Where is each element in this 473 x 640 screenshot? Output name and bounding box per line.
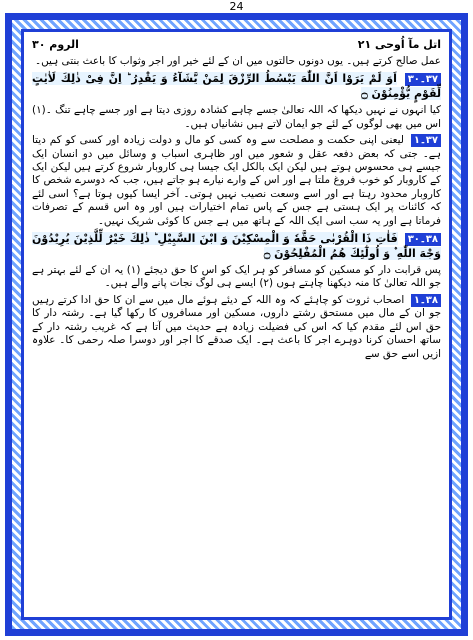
decorative-frame [5, 13, 468, 636]
page-header [32, 38, 441, 52]
ayah-verse [32, 231, 441, 261]
footnote-paragraph [32, 294, 441, 361]
commentary-paragraph [32, 55, 441, 68]
header-juz-label: اتل مآ اُوحی ۲۱ [357, 38, 441, 51]
header-surah-label: الروم ۳۰ [32, 38, 79, 51]
ayah-number-badge: ۳۸۔۳۰ [405, 233, 441, 246]
page-number: 24 [229, 0, 244, 13]
ayah-arabic-text: فَاٰتِ ذَا الْقُرْبٰى حَقَّهٗ وَ الْمِسْكِيْنَ وَ ابْنَ السَّبِيْلِ ؕ ذٰلِكَ خَيْرٌ لِّلَّذِيْنَ يُرِيْدُوْنَ وَجْهَ اللّٰهِ ۫ وَ اُولٰٓئِكَ هُمُ الْمُفْلِحُوْنَ ۝ [32, 232, 441, 261]
paragraph-text: کیا انہوں نے نہیں دیکھا کہ اللہ تعالیٰ جسے چاہے کشادہ روزی دیتا ہے اور جسے چاہے تنگ ۔(۱) اس میں بھی لوگوں کے لئے جو ایمان لاتے ہیں نشانیاں ہیں۔ [32, 104, 441, 130]
footnote-text: لیعنی اپنی حکمت و مصلحت سے وہ کسی کو مال و دولت زیادہ اور کسی کو کم دیتا ہے۔ جتی کہ بعض دفعہ عقل و شعور میں اور ظاہری اسباب و وسائل میں دو انسان ایک جیسے ہی محسوس ہوتے ہیں لیکن ایک بالکل ایک جیسا ہی کاروبار شروع کرتے ہیں لیکن ایک کے کاروبار کو خوب فروغ ملتا ہے اور اس کے وارے نیارے ہو جاتے ہیں، جب کہ دوسرے شخص کا کاروبار محدود رہتا ہے اور اسے وسعت نصیب نہیں ہوتی۔ آخر ایسا کیوں ہوتا ہے؟ اسی لئے کہ کائنات پر ایک ہستی ہے جس کے پاس تمام اختیارات ہیں اور وہ اس قسم کے تصرفات فرماتا ہے اور یہ سب اسی ایک اللہ کے ہاتھ میں ہے جس کا کوئی شریک نہیں۔ [32, 134, 441, 227]
ayah-arabic-text: اَوَ لَمْ يَرَوْا اَنَّ اللّٰهَ يَبْسُطُ الرِّزْقَ لِمَنْ يَّشَآءُ وَ يَقْدِرُ ؕ اِنَّ فِىْ ذٰلِكَ لَاٰيٰتٍ لِّقَوْمٍ يُّؤْمِنُوْنَ ۝ [32, 72, 441, 101]
page-content [32, 38, 441, 613]
footnote-paragraph [32, 134, 441, 228]
translation-paragraph [32, 264, 441, 291]
footnote-text: اصحاب ثروت کو چاہئے کہ وہ اللہ کے دیئے ہوئے مال میں سے ان کا حق ادا کرتے رہیں جو ان کے مال میں مستحق رشتے داروں، مسکین اور مسافروں کا رکھا گیا ہے۔ رشتہ دار کا حق اس لئے مقدم کیا کہ اس کی فضیلت زیادہ ہے حدیث میں آتا ہے کہ غریب رشتہ دار کے ساتھ احسان کرنا دوہرے اجر کا باعث ہے۔ ایک صدقے کا اجر اور دوسرا صلہ رحمی کا۔ علاوہ ازیں اسے حق سے [32, 293, 441, 360]
ayah-number-badge: ۳۷۔۳۰ [405, 73, 441, 86]
translation-paragraph [32, 104, 441, 131]
footnote-number-badge: ۳۸۔۱ [411, 294, 441, 307]
page-paper [24, 32, 449, 617]
ayah-verse [32, 71, 441, 101]
paragraph-text: پس قرابت دار کو مسکین کو مسافر کو ہر ایک کو اس کا حق دیجئے (۱) یہ ان کے لئے بہتر ہے جو اللہ تعالیٰ کا منہ دیکھنا چاہتے ہوں (۲) ایسے ہی لوگ نجات پانے والے ہیں۔ [32, 264, 441, 290]
paragraph-text: عمل صالح کرتے ہیں۔ یوں دونوں حالتوں میں ان کے لئے خیر اور اجر وثواب کا باعث بنتی ہیں۔ [35, 55, 441, 67]
frame-border-inner [21, 29, 452, 620]
footnote-number-badge: ۳۷۔۱ [411, 134, 441, 147]
